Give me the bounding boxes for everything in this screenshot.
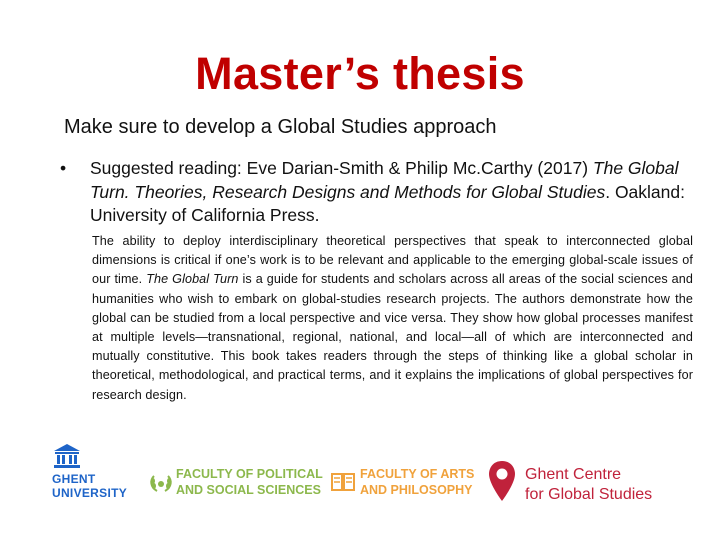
ghent-university-logo: [52, 442, 132, 500]
fap-line-2: AND PHILOSOPHY: [360, 483, 473, 497]
book-title: The Global Turn. Theories, Research Designs and Methods for Global Studies: [90, 158, 679, 202]
ghent-centre-line-2: for Global Studies: [525, 486, 653, 503]
open-book-icon: [330, 471, 356, 495]
fap-line-1: FACULTY OF ARTS: [360, 467, 475, 481]
ghent-centre-line-1: Ghent Centre: [525, 466, 622, 483]
fpss-line-2: AND SOCIAL SCIENCES: [176, 483, 321, 497]
university-building-icon: [52, 442, 82, 470]
fpss-line-1: FACULTY OF POLITICAL: [176, 467, 323, 481]
slide-subtitle: Make sure to develop a Global Studies approach: [64, 116, 497, 138]
abstract-book-title: The Global Turn: [146, 272, 239, 287]
ghent-centre-text: [525, 465, 685, 505]
bullet-marker: •: [60, 158, 67, 178]
map-pin-icon: [487, 459, 517, 503]
ugent-line-1: GHENT: [52, 472, 96, 486]
fpss-text: [176, 466, 346, 498]
slide-title: Master’s thesis: [195, 48, 525, 99]
ugent-line-2: UNIVERSITY: [52, 486, 128, 500]
abstract-part-2: is a guide for students and scholars across all areas of the social sciences and humanities who wish to embark on global-studies research projects. The authors demonstrate how the global can be studied from a local perspective and vice versa. They show how global processes manifest at multiple levels—transnational, regional, national, and local—all of which are interconnected and mutually constitutive. This book takes readers through the steps of thinking like a global scholar in theoretical, methodological, and practical terms, and it explains the implications of global perspectives for research design.: [92, 272, 693, 402]
footer-logos: [0, 455, 720, 515]
laurel-icon: [148, 470, 174, 496]
suggested-reading-text: [90, 157, 700, 228]
reading-suffix: . Oakland: University of California Press.: [90, 181, 685, 225]
abstract-part-1: The ability to deploy interdisciplinary theoretical perspectives that speak to interconnected global dimensions is critical if one’s work is to be relevant and applicable to the emerging global-scale issues of our time.: [92, 234, 693, 287]
reading-prefix: Suggested reading: Eve Darian-Smith & Philip Mc.Carthy (2017): [90, 158, 593, 178]
book-abstract: [92, 232, 693, 405]
fap-text: [360, 466, 500, 498]
